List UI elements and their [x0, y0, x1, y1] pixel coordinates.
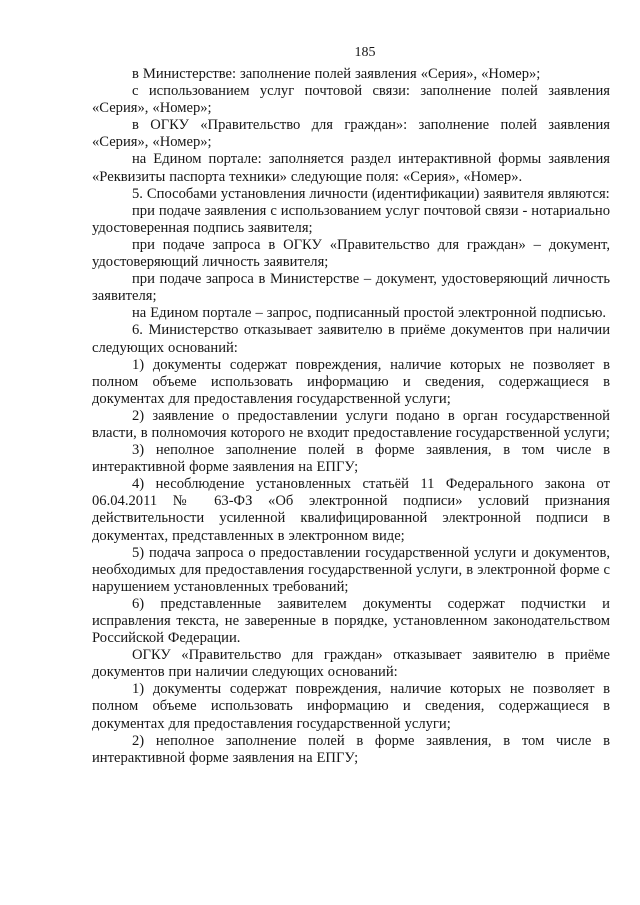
paragraph: при подаче заявления с использованием услуг почтовой связи - нотариально удостоверенная подпись заявителя; [92, 202, 610, 236]
document-body [92, 66, 610, 767]
paragraph: в Министерстве: заполнение полей заявления «Серия», «Номер»; [132, 66, 541, 82]
paragraph: ОГКУ «Правительство для граждан» отказывает заявителю в приёме документов при наличии следующих оснований: [92, 647, 610, 681]
page-number: 185 [354, 45, 376, 60]
paragraph: 6. Министерство отказывает заявителю в приёме документов при наличии следующих оснований: [92, 322, 610, 356]
paragraph: 5) подача запроса о предоставлении государственной услуги и документов, необходимых для предоставления государственной услуги, в электронной форме с нарушением установленных требований; [92, 544, 610, 595]
paragraph: 6) представленные заявителем документы содержат подчистки и исправления текста, не заверенные в порядке, установленном законодательством Российской Федерации. [92, 595, 610, 647]
paragraph: 5. Способами установления личности (идентификации) заявителя являются: [132, 185, 610, 202]
paragraph: в ОГКУ «Правительство для граждан»: заполнение полей заявления «Серия», «Номер»; [92, 117, 610, 151]
paragraph: 2) неполное заполнение полей в форме заявления, в том числе в интерактивной форме заявления на ЕПГУ; [92, 732, 610, 766]
paragraph: 1) документы содержат повреждения, наличие которых не позволяет в полном объеме использовать информацию и сведения, содержащиеся в документах для предоставления государственной услуги; [92, 681, 610, 732]
paragraph: с использованием услуг почтовой связи: заполнение полей заявления «Серия», «Номер»; [92, 83, 610, 117]
paragraph: 2) заявление о предоставлении услуги подано в орган государственной власти, в полномочия которого не входит предоставление государственной услуги; [92, 407, 610, 441]
paragraph: 1) документы содержат повреждения, наличие которых не позволяет в полном объеме использовать информацию и сведения, содержащиеся в документах для предоставления государственной услуги; [92, 356, 610, 407]
paragraph: при подаче запроса в ОГКУ «Правительство для граждан» – документ, удостоверяющий личность заявителя; [92, 236, 610, 271]
paragraph: на Едином портале: заполняется раздел интерактивной формы заявления «Реквизиты паспорта техники» следующие поля: «Серия», «Номер». [92, 151, 610, 185]
paragraph: при подаче запроса в Министерстве – документ, удостоверяющий личность заявителя; [92, 271, 610, 305]
paragraph: 3) неполное заполнение полей в форме заявления, в том числе в интерактивной форме заявления на ЕПГУ; [92, 442, 610, 476]
paragraph: 4) несоблюдение установленных статьёй 11 Федерального закона от 06.04.2011 № 63-ФЗ «Об электронной подписи» условий признания действительности усиленной квалифицированной электронной подписи в документах, представленных в электронном виде; [92, 476, 610, 544]
paragraph: на Едином портале – запрос, подписанный простой электронной подписью. [132, 305, 607, 322]
